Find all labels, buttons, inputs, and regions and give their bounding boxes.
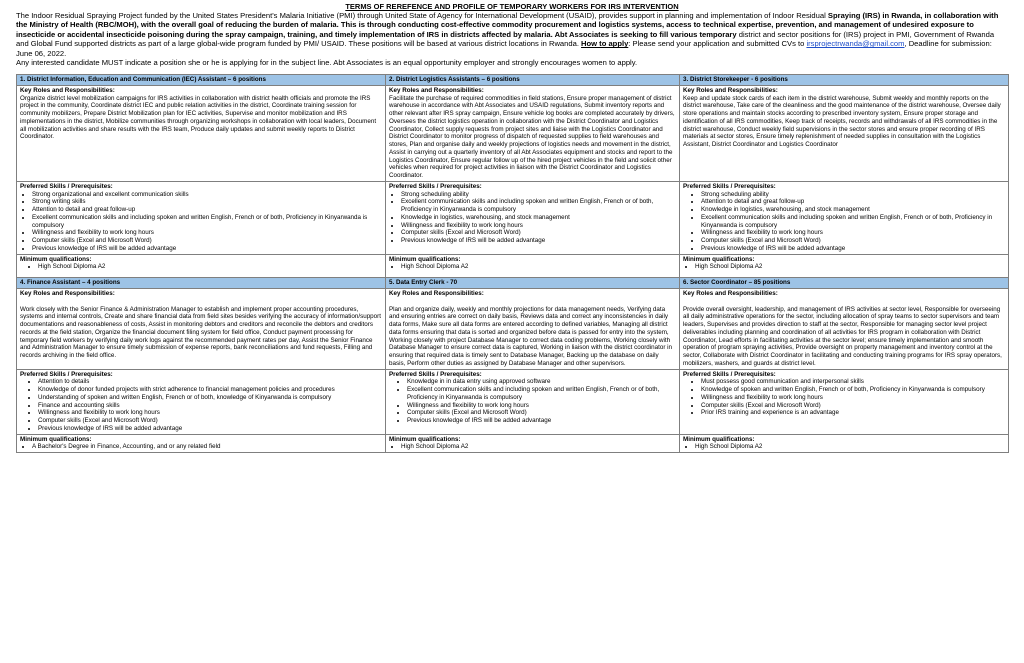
- skill-item: • Computer skills (Excel and Microsoft Word): [701, 402, 1005, 410]
- position-6-roles: Provide overall oversight, leadership, and management of IRS activities at sector level, Responsible for overseeing all daily administrative operations for the sector, including allocation of spray teams to sector supervisors and team leaders, Supervises and provides direction to staff at the sector, Responsible for managing sector level project deliverables including planning and coordination of all activities for IRS program in collaboration with District Coordinator, Lead efforts in facilitating activities at the sector level; ensure timely implementation and smooth operation of program spraying activities, Provide oversight on property management and inventory control at the sector, Collaborate with District Coordinator in facilitating and conducting training programs for IRS spray operators, mobilizers, washers, and guards at district level.: [683, 305, 1002, 367]
- position-4-qual-cell: [17, 434, 386, 453]
- skill-item: • Excellent communication skills and including spoken and written English, French or of both, Proficiency in Kinyarwanda is compulsory: [407, 386, 676, 402]
- min-qual-label: Minimum qualifications:: [683, 255, 755, 263]
- skill-item: • Strong scheduling ability: [701, 191, 1005, 199]
- skill-item: • Must possess good communication and interpersonal skills: [701, 378, 1005, 386]
- deadline-text: , Deadline for submission: June 06, 2022.: [16, 39, 992, 58]
- skills-label: Preferred Skills / Prerequisites:: [20, 182, 113, 190]
- min-qual-label: Minimum qualifications:: [389, 435, 461, 443]
- skill-item: • Excellent communication skills and including spoken and written English, French or of both, Proficiency in Kinyarwanda is compulsory: [401, 198, 676, 214]
- skills-label: Preferred Skills / Prerequisites:: [683, 370, 776, 378]
- key-roles-label: Key Roles and Responsibilities:: [683, 86, 778, 94]
- skill-item: • Strong organizational and excellent communication skills: [32, 191, 382, 199]
- position-2-qual-cell: [386, 254, 680, 278]
- skill-item: • Computer skills (Excel and Microsoft Word): [401, 229, 676, 237]
- position-5-skills-cell: [386, 369, 680, 434]
- position-5-header: 5. Data Entry Clerk - 70: [386, 278, 680, 289]
- position-2-skills-cell: [386, 181, 680, 254]
- skill-item: • Previous knowledge of IRS will be added advantage: [401, 237, 676, 245]
- skill-item: • Previous knowledge of IRS will be added advantage: [38, 425, 382, 433]
- skill-item: • Previous knowledge of IRS will be added advantage: [407, 417, 676, 425]
- qualification-item: • High School Diploma A2: [695, 443, 1005, 451]
- skill-item: • Attention to details: [38, 378, 382, 386]
- position-1-qual-list: [20, 263, 382, 271]
- position-6-qual-cell: [680, 434, 1009, 453]
- position-2-header: 2. District Logistics Assistants – 6 positions: [386, 75, 680, 86]
- qualification-item: • High School Diploma A2: [401, 263, 676, 271]
- position-2-skills-list: [389, 191, 676, 245]
- position-1-roles: Organize district level mobilization campaigns for IRS activities in collaboration with district health officials and promote the IRS project in the community, Coordinate district IEC and public relation activities in the district, Coordinate training session for community mobilizers, Prepare District Mobilization plan for IEC activities, Supervise and monitor mobilization and IRS implementations in the district, Mobilize communities through organizing workshops in collaboration with local leaders, Document all mobilization activities and share results with the IRS team, Produce daily updates and submit weekly reports to District Coordinator.: [20, 94, 377, 141]
- position-5-roles: Plan and organize daily, weekly and monthly projections for data management needs, Verifying data and ensuring entries are correct on daily basis, Reviews data and correct any inconsistencies in daily data forms, Make sure all data forms are entered according to defined variables, Managing all district data forms ensuring that data is sorted and organized before data is passed for entry into the system, Working closely with project Database Manager to correct data coding problems, Working closely with Database Manager to ensure correct data is captured, Working in liaison with the district coordinator in ensuring that required data is timely sent to Database Manager, Backing up the database on daily basis, Perform other duties as assigned by Database Manager and other supervisors.: [389, 305, 673, 367]
- key-roles-label: Key Roles and Responsibilities:: [20, 86, 115, 94]
- key-roles-label: Key Roles and Responsibilities:: [20, 289, 115, 297]
- qualification-item: • High School Diploma A2: [38, 263, 382, 271]
- skill-item: • Computer skills (Excel and Microsoft Word): [701, 237, 1005, 245]
- position-6-skills-list: [683, 378, 1005, 417]
- key-roles-label: Key Roles and Responsibilities:: [683, 289, 778, 297]
- position-3-header: 3. District Storekeeper - 6 positions: [680, 75, 1009, 86]
- key-roles-label: Key Roles and Responsibilities:: [389, 86, 484, 94]
- position-6-qual-list: [683, 443, 1005, 451]
- skill-item: • Willingness and flexibility to work long hours: [38, 409, 382, 417]
- skill-item: • Excellent communication skills and including spoken and written English, French or of both, Proficiency in Kinyarwanda is compulsory: [32, 214, 382, 230]
- skill-item: • Computer skills (Excel and Microsoft Word): [38, 417, 382, 425]
- position-1-qual-cell: [17, 254, 386, 278]
- position-4-roles-cell: [17, 288, 386, 369]
- skill-item: • Computer skills (Excel and Microsoft Word): [407, 409, 676, 417]
- skills-row-2: [17, 369, 1009, 434]
- positions-table: [16, 74, 1009, 453]
- skill-item: • Willingness and flexibility to work long hours: [701, 229, 1005, 237]
- position-4-roles: Work closely with the Senior Finance & Administration Manager to establish and implement proper accounting procedures, systems and internal controls, Create and share financial data from field sites besides verifying the accuracy of information/support documentations and reasonableness of costs, Assist in monitoring debtors and creditors and reconcile the debtors and creditors records at the field station, Organize the financial document filing system for field office, Conduct payment processing for temporary field workers by verifying daily work logs against the recommended payment rates per day, Assist the Senior Finance and Administration Manager to ensure timely submission of expense reports, bank reconciliations and fund requests, Filling and records archiving in the field office.: [20, 305, 381, 360]
- skill-item: • Knowledge of donor funded projects with strict adherence to financial management policies and procedures: [38, 386, 382, 394]
- skills-label: Preferred Skills / Prerequisites:: [389, 370, 482, 378]
- min-qual-label: Minimum qualifications:: [389, 255, 461, 263]
- qual-row-1: [17, 254, 1009, 278]
- intro-text-a: The Indoor Residual Spraying Project funded by the United States President's Malaria Initiative (PMI) through United State of Agency for International Development (USAID), provides support in planning and implementation of Indoor Residual: [16, 11, 828, 20]
- position-2-roles: Facilitate the purchase of required commodities in field stations, Ensure proper management of district warehouse in accordance with Abt Associates and USAID regulations, Submit inventory reports and other relevant after IRS spray campaign, Ensure vehicle log books are completed accurately by drivers, Oversees the district logistics operation in collaboration with the District Coordinator and Logistics Coordinator, Collect supply requests from project sites and liaise with the Logistics Coordinator and District Coordinator to monitor progress of dispatch of requested supplies to field warehouses and stores, Plan and organise daily and weekly projections of logistics needs and movement in the district, Assist in carrying out a quarterly inventory of all Abt Associates equipment and stocks and report to the Logistics Coordinator, Ensure regular follow up of the hired project vehicles in the field and solicit other vehicles when required for project activities in liaison with the District Coordinator and Logistics Coordinator.: [389, 94, 675, 180]
- skill-item: • Computer skills (Excel and Microsoft Word): [32, 237, 382, 245]
- qual-row-2: [17, 434, 1009, 453]
- position-5-roles-cell: [386, 288, 680, 369]
- qualification-item: • High School Diploma A2: [401, 443, 676, 451]
- skill-item: • Prior IRS training and experience is an advantage: [701, 409, 1005, 417]
- email-link[interactable]: irsprojectrwanda@gmail.com: [806, 39, 905, 49]
- skill-item: • Willingness and flexibility to work long hours: [32, 229, 382, 237]
- position-3-skills-cell: [680, 181, 1009, 254]
- key-roles-label: Key Roles and Responsibilities:: [389, 289, 484, 297]
- position-1-skills-cell: [17, 181, 386, 254]
- position-3-qual-list: [683, 263, 1005, 271]
- position-1-skills-list: [20, 191, 382, 253]
- position-1-roles-cell: [17, 85, 386, 181]
- position-3-skills-list: [683, 191, 1005, 253]
- position-6-header: 6. Sector Coordinator – 85 positions: [680, 278, 1009, 289]
- skill-item: • Attention to detail and great follow-up: [32, 206, 382, 214]
- skill-item: • Strong writing skills: [32, 198, 382, 206]
- skill-item: • Knowledge in logistics, warehousing, and stock management: [401, 214, 676, 222]
- skill-item: • Understanding of spoken and written English, French or of both, knowledge of Kinyarwanda is compulsory: [38, 394, 382, 402]
- position-3-roles-cell: [680, 85, 1009, 181]
- apply-text: : Please send your application and submitted CVs to: [628, 39, 807, 49]
- position-3-qual-cell: [680, 254, 1009, 278]
- document-title: TERMS OF REREFENCE AND PROFILE OF TEMPORARY WORKERS FOR IRS INTERVENTION: [345, 2, 679, 11]
- skill-item: • Previous knowledge of IRS will be added advantage: [32, 245, 382, 253]
- intro-paragraph: [16, 11, 1008, 58]
- qualification-item: • A Bachelor's Degree in Finance, Accounting, and or any related field: [32, 443, 382, 451]
- skill-item: • Finance and accounting skills: [38, 402, 382, 410]
- min-qual-label: Minimum qualifications:: [20, 255, 92, 263]
- position-4-skills-list: [20, 378, 382, 432]
- position-6-skills-cell: [680, 369, 1009, 434]
- position-4-skills-cell: [17, 369, 386, 434]
- position-2-qual-list: [389, 263, 676, 271]
- roles-row-1: [17, 85, 1009, 181]
- skill-item: • Previous knowledge of IRS will be added advantage: [701, 245, 1005, 253]
- skill-item: • Willingness and flexibility to work long hours: [401, 222, 676, 230]
- min-qual-label: Minimum qualifications:: [683, 435, 755, 443]
- skills-label: Preferred Skills / Prerequisites:: [683, 182, 776, 190]
- intro-text-c: district and sector positions for (IRS) project in PMI, Government of Rwanda and Global Fund supported districts as part of a large global-wide program funded by PMI/ USAID. These positions will be based at various district locations in Rwanda.: [16, 29, 995, 49]
- roles-row-2: [17, 288, 1009, 369]
- skill-item: • Excellent communication skills and including spoken and written English, French or of both, Proficiency in Kinyarwanda is compulsory: [701, 214, 1005, 230]
- position-5-qual-cell: [386, 434, 680, 453]
- positions-header-row-1: [17, 75, 1009, 86]
- qualification-item: • High School Diploma A2: [695, 263, 1005, 271]
- position-4-header: 4. Finance Assistant – 4 positions: [17, 278, 386, 289]
- skill-item: • Knowledge of spoken and written English, French or of both, Proficiency in Kinyarwanda is compulsory: [701, 386, 1005, 394]
- position-4-qual-list: [20, 443, 382, 451]
- skills-label: Preferred Skills / Prerequisites:: [389, 182, 482, 190]
- how-to-apply-label: How to apply: [581, 39, 629, 49]
- skill-item: • Knowledge in in data entry using approved software: [407, 378, 676, 386]
- position-5-qual-list: [389, 443, 676, 451]
- skills-row-1: [17, 181, 1009, 254]
- skill-item: • Willingness and flexibility to work long hours: [701, 394, 1005, 402]
- min-qual-label: Minimum qualifications:: [20, 435, 92, 443]
- skill-item: • Willingness and flexibility to work long hours: [407, 402, 676, 410]
- position-1-header: 1. District Information, Education and Communication (IEC) Assistant – 6 positions: [17, 75, 386, 86]
- intro-text-b: Spraying (IRS) in Rwanda, in collaboration with the Ministry of Health (RBC/MOH), with the overall goal of reducing the burden of malaria. This is through conducting cost-effective commodity procurement and logistics systems, access to technical expertise, prevention, and management of undesired exposure to insecticide or accidental insecticide poisoning during the spray campaign, training, and timely implementation of IRS in districts affected by malaria. Abt Associates is seeking to fill various temporary: [16, 11, 999, 39]
- position-6-roles-cell: [680, 288, 1009, 369]
- intro-note: Any interested candidate MUST indicate a position she or he is applying for in the subject line. Abt Associates is an equal opportunity employer and strongly encourages women to apply.: [16, 58, 638, 68]
- position-3-roles: Keep and update stock cards of each item in the district warehouse, Submit weekly and monthly reports on the district warehouse, Take care of the cleanliness and the good maintenance of the district warehouse, Oversee daily store operations and maintain stocks according to prescribed inventory system, Ensure proper storage and identification of all IRS commodities, Keep track of receipts, records and withdrawals of all IRS commodities in the district warehouse, Conduct weekly field supervisions in the sector stores and ensure proper recording of IRS materials at sector stores, Ensure timely replenishment of needed supplies in consultation with the Logistics Assistant, District Coordinator and Logistics Coordinator: [683, 94, 1001, 149]
- position-2-roles-cell: [386, 85, 680, 181]
- skill-item: • Strong scheduling ability: [401, 191, 676, 199]
- skills-label: Preferred Skills / Prerequisites:: [20, 370, 113, 378]
- skill-item: • Attention to detail and great follow-up: [701, 198, 1005, 206]
- skill-item: • Knowledge in logistics, warehousing, and stock management: [701, 206, 1005, 214]
- positions-header-row-2: [17, 278, 1009, 289]
- position-5-skills-list: [389, 378, 676, 425]
